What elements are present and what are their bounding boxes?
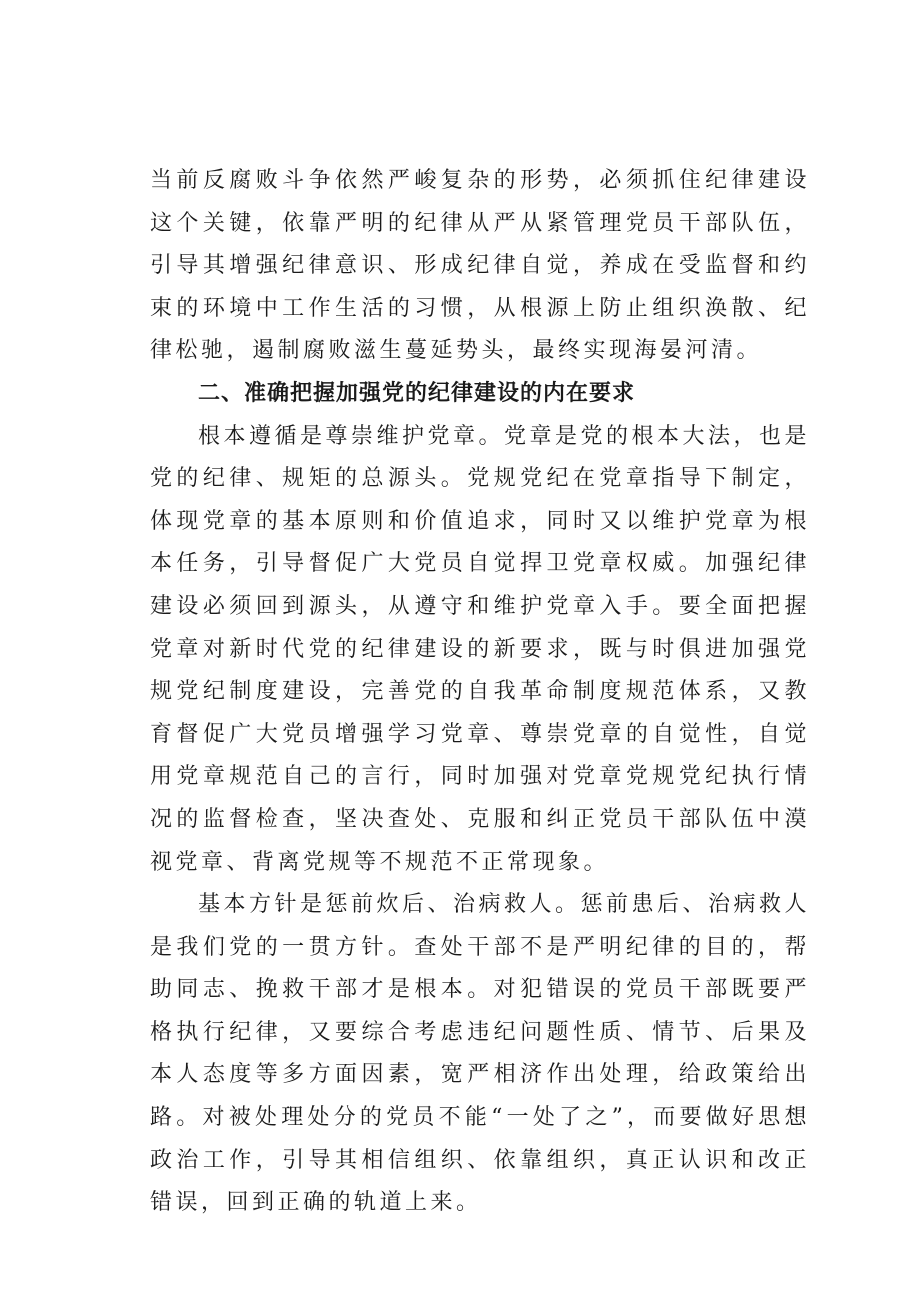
paragraph-intro-continuation: 当前反腐败斗争依然严峻复杂的形势，必须抓住纪律建设这个关键，依靠严明的纪律从严从紧管理党员干部队伍，引导其增强纪律意识、形成纪律自觉，养成在受监督和约束的环境中工作生活的习惯，从根源上防止组织涣散、纪律松驰，遏制腐败滋生蔓延势头，最终实现海晏河清。 — [150, 168, 810, 364]
paragraph-party-constitution: 根本遵循是尊崇维护党章。党章是党的根本大法，也是党的纪律、规矩的总源头。党规党纪在党章指导下制定，体现党章的基本原则和价值追求，同时又以维护党章为根本任务，引导督促广大党员自觉捍卫党章权威。加强纪律建设必须回到源头，从遵守和维护党章入手。要全面把握党章对新时代党的纪律建设的新要求，既与时俱进加强党规党纪制度建设，完善党的自我革命制度规范体系，又教育督促广大党员增强学习党章、尊崇党章的自觉性，自觉用党章规范自己的言行，同时加强对党章党规党纪执行情况的监督检查，坚决查处、克服和纠正党员干部队伍中漠视党章、背离党规等不规范不正常现象。 — [150, 423, 811, 875]
paragraph-basic-policy: 基本方针是惩前炊后、治病救人。惩前患后、治病救人是我们党的一贯方针。查处干部不是严明纪律的目的，帮助同志、挽救干部才是根本。对犯错误的党员干部既要严格执行纪律，又要综合考虑违纪问题性质、情节、后果及本人态度等多方面因素，宽严相济作出处理，给政策给出路。对被处理处分的党员不能“一处了之”，而要做好思想政治工作，引导其相信组织、依靠组织，真正认识和改正错误，回到正确的轨道上来。 — [150, 892, 811, 1216]
document-body — [150, 160, 810, 1225]
section-heading: 二、准确把握加强党的纪律建设的内在要求 — [198, 380, 636, 406]
